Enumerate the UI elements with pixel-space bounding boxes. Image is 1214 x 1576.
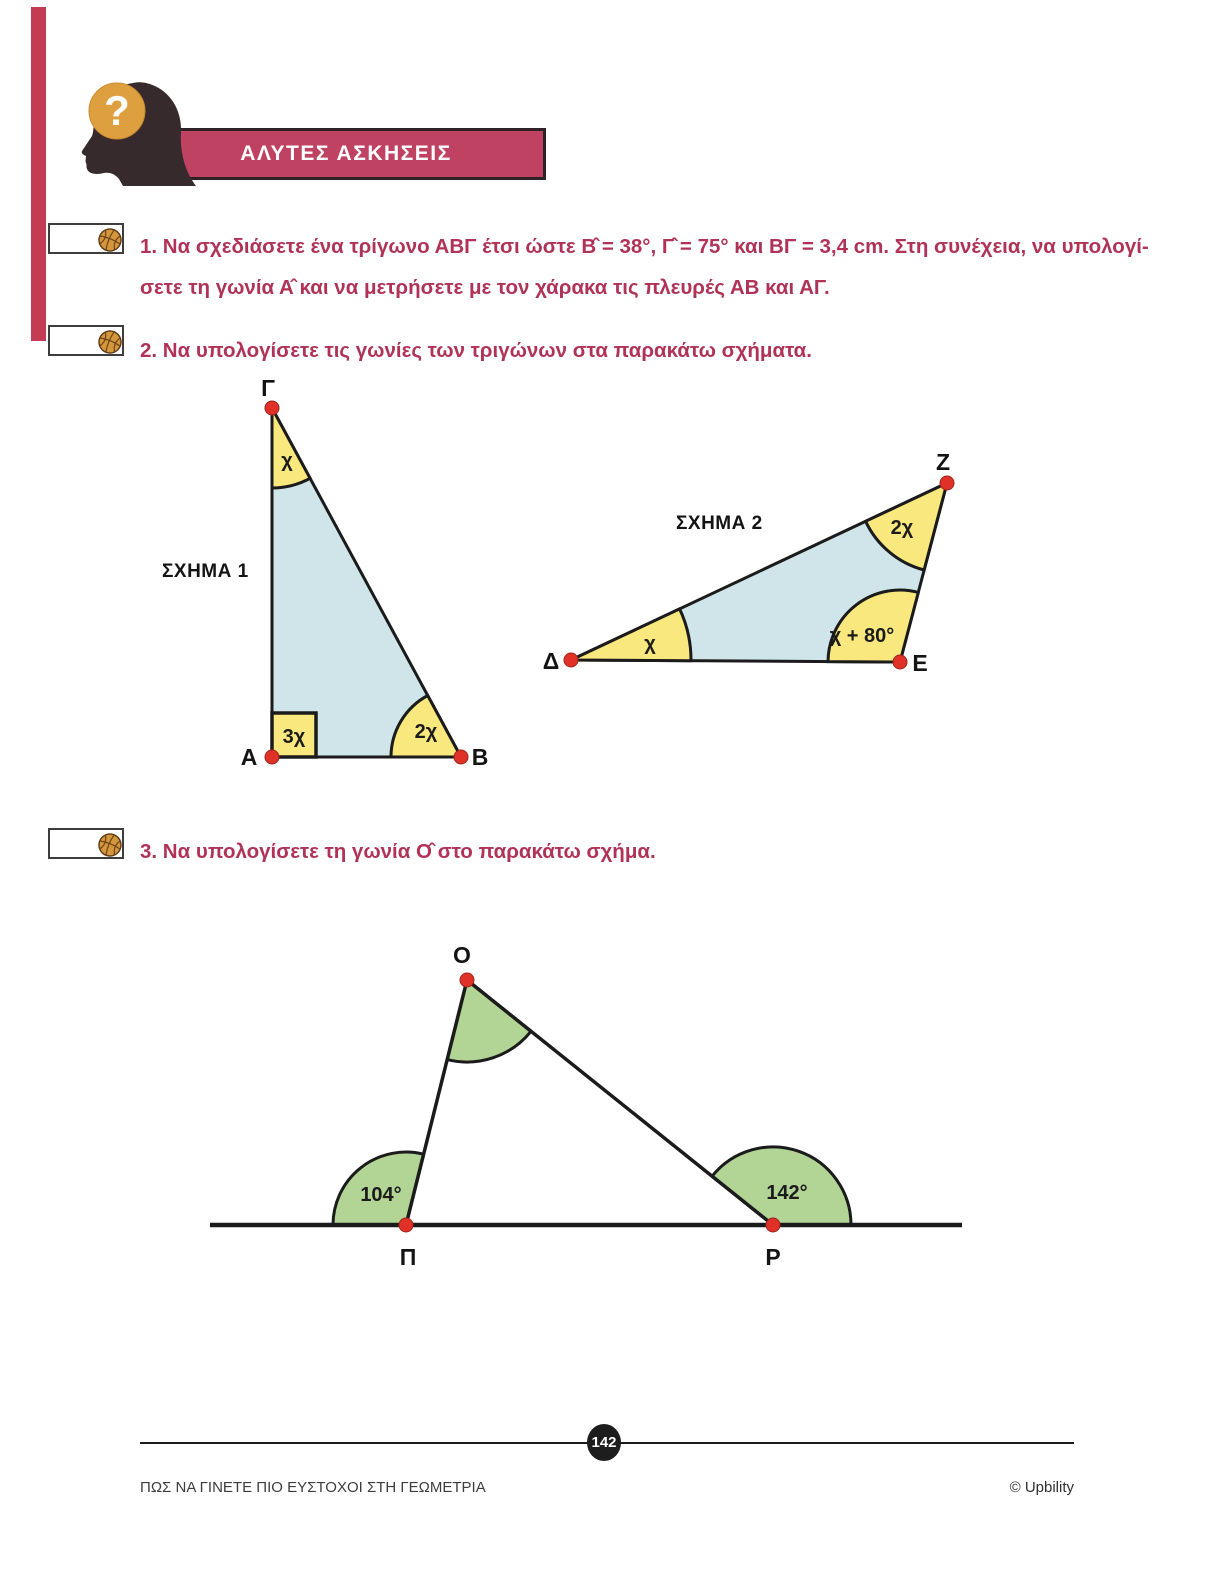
exercise-1-line-1: 1. Να σχεδιάσετε ένα τρίγωνο ΑΒΓ έτσι ώστε Β̂ = 38°, Γ̂ = 75° και ΒΓ = 3,4 cm. Στη συνέχεια, να υπολογί- (140, 235, 1149, 258)
side-omicron-pi (406, 980, 467, 1225)
angle-sector-delta (571, 609, 691, 661)
basketball-icon (97, 329, 123, 355)
footer-book-title: ΠΩΣ ΝΑ ΓΙΝΕΤΕ ΠΙΟ ΕΥΣΤΟΧΟΙ ΣΤΗ ΓΕΩΜΕΤΡΙΑ (140, 1479, 486, 1496)
angle-label-beta: 2χ (414, 721, 438, 743)
basketball-icon (97, 227, 123, 253)
exercise-1-text (140, 226, 1149, 308)
exercise-2-text: 2. Να υπολογίσετε τις γωνίες των τριγώνων στα παρακάτω σχήματα. (140, 339, 812, 362)
thinking-head-icon (72, 74, 206, 190)
vertex-label-delta: Δ (542, 648, 560, 674)
section-banner (146, 128, 546, 180)
vertex-label-zeta: Ζ (935, 450, 951, 475)
vertex-dot (893, 655, 907, 669)
exercise-1-line-2: σετε τη γωνία Α̂ και να μετρήσετε με τον χάρακα τις πλευρές ΑΒ και ΑΓ. (140, 276, 830, 299)
exercise-3-text: 3. Να υπολογίσετε τη γωνία Ο̂ στο παρακάτω σχήμα. (140, 840, 656, 863)
vertex-label-rho: Ρ (765, 1244, 781, 1270)
side-omicron-rho (467, 980, 773, 1225)
footer-publisher: © Upbility (1009, 1479, 1074, 1496)
section-banner-label: ΑΛΥΤΕΣ ΑΣΚΗΣΕΙΣ (240, 142, 452, 165)
page-edge-accent (31, 7, 46, 341)
vertex-label-alpha: Α (240, 744, 258, 770)
angle-sector-gamma (272, 408, 310, 488)
figure-1-title: ΣΧΗΜΑ 1 (162, 561, 249, 582)
figure-3-triangle (195, 935, 985, 1270)
figure-2-triangle (540, 450, 990, 700)
page-number: 142 (591, 1434, 617, 1451)
page-number-badge (587, 1424, 621, 1461)
question-mark-icon: ? (104, 87, 130, 134)
vertex-dot (564, 653, 578, 667)
vertex-label-beta: Β (471, 744, 489, 770)
exercise-3-checkbox[interactable] (48, 828, 124, 859)
vertex-dot (766, 1218, 780, 1232)
figure-2-title: ΣΧΗΜΑ 2 (676, 513, 763, 534)
vertex-dot (265, 750, 279, 764)
vertex-dot (399, 1218, 413, 1232)
vertex-dot (460, 973, 474, 987)
vertex-label-omicron: Ο (453, 942, 471, 968)
angle-label-gamma: χ (281, 450, 293, 472)
angle-label-epsilon: χ + 80° (829, 625, 895, 647)
angle-label-alpha: 3χ (282, 726, 306, 748)
angle-label-pi: 104° (360, 1184, 402, 1206)
figure-1-triangle (150, 372, 530, 792)
vertex-label-epsilon: Ε (912, 650, 928, 676)
vertex-dot (265, 401, 279, 415)
vertex-label-gamma: Γ (261, 375, 275, 401)
basketball-icon (97, 832, 123, 858)
exercise-1-checkbox[interactable] (48, 223, 124, 254)
vertex-label-pi: Π (399, 1244, 417, 1270)
angle-label-delta: χ (644, 633, 656, 655)
angle-label-rho: 142° (766, 1182, 808, 1204)
exercise-2-checkbox[interactable] (48, 325, 124, 356)
vertex-dot (454, 750, 468, 764)
angle-label-zeta: 2χ (890, 517, 914, 539)
vertex-dot (940, 476, 954, 490)
